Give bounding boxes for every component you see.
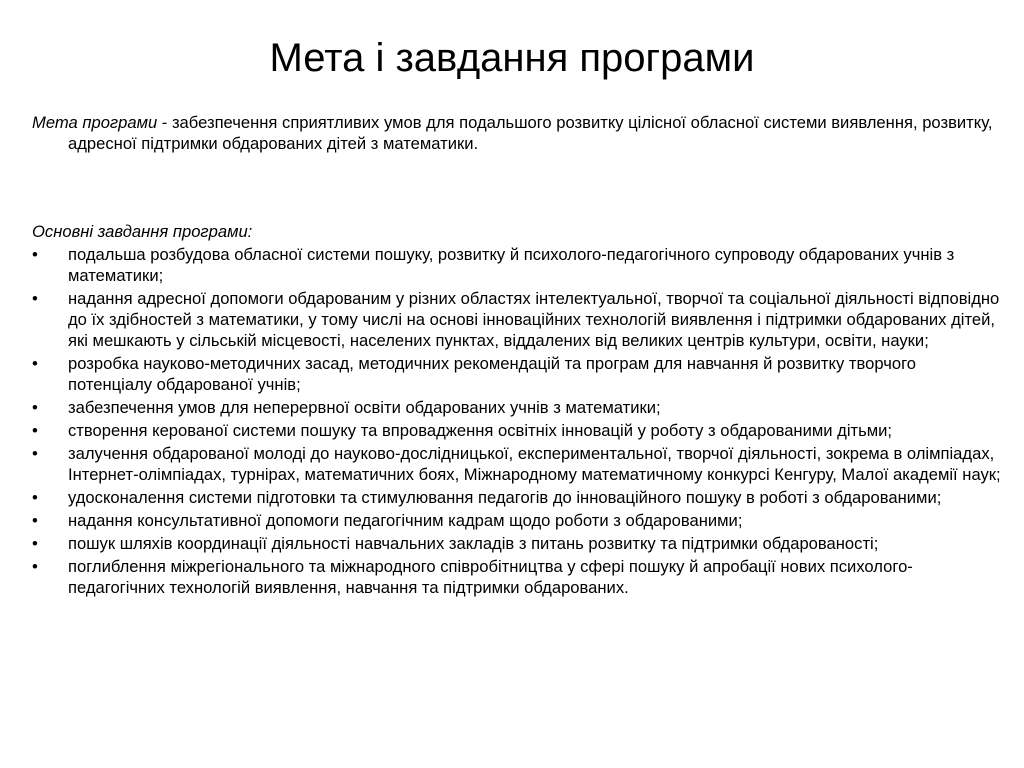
list-item-text: поглиблення міжрегіонального та міжнародного співробітництва у сфері пошуку й апробації нових психолого-педагогічних технологій виявлення, навчання та підтримки обдарованих. — [68, 557, 913, 597]
bullet-icon: • — [32, 557, 38, 576]
bullet-icon: • — [32, 488, 38, 507]
list-item — [32, 443, 1002, 485]
list-item-text: надання консультативної допомоги педагогічним кадрам щодо роботи з обдарованими; — [68, 511, 743, 530]
list-item-text: залучення обдарованої молоді до науково-дослідницької, експериментальної, творчої діяльності, зокрема в олімпіадах, Інтернет-олімпіадах, турнірах, математичних боях, Міжнародному математичному конкурсі Кенгуру, Малої академії наук; — [68, 444, 1001, 484]
list-item-text: надання адресної допомоги обдарованим у різних областях інтелектуальної, творчої та соціальної діяльності відповідно до їх здібностей з математики, у тому числі на основі інноваційних технологій виявлення і підтримки обдарованих дітей, які мешкають у сільській місцевості, населених пунктах, віддалених від великих центрів культури, освіти, науки; — [68, 289, 1000, 350]
list-item — [32, 533, 1002, 554]
list-item-text: удосконалення системи підготовки та стимулювання педагогів до інноваційного пошуку в роботі з обдарованими; — [68, 488, 942, 507]
slide-title: Мета і завдання програми — [269, 36, 755, 80]
list-item — [32, 510, 1002, 531]
bullet-icon: • — [32, 534, 38, 553]
bullet-icon: • — [32, 444, 38, 463]
tasks-heading: Основні завдання програми: — [32, 222, 253, 241]
bullet-icon: • — [32, 354, 38, 373]
list-item — [32, 487, 1002, 508]
bullet-icon: • — [32, 511, 38, 530]
tasks-list — [32, 244, 1002, 598]
list-item — [32, 288, 1002, 351]
list-item-text: забезпечення умов для неперервної освіти обдарованих учнів з математики; — [68, 398, 661, 417]
goal-text: забезпечення сприятливих умов для подальшого розвитку цілісної обласної системи виявлення, розвитку, адресної підтримки обдарованих дітей з математики. — [68, 113, 993, 153]
goal-paragraph — [32, 112, 1002, 154]
goal-separator: - — [157, 113, 172, 132]
list-item — [32, 397, 1002, 418]
bullet-icon: • — [32, 398, 38, 417]
list-item-text: пошук шляхів координації діяльності навчальних закладів з питань розвитку та підтримки обдарованості; — [68, 534, 879, 553]
list-item — [32, 353, 1002, 395]
list-item — [32, 420, 1002, 441]
list-item-text: розробка науково-методичних засад, методичних рекомендацій та програм для навчання й розвитку творчого потенціалу обдарованої учнів; — [68, 354, 916, 394]
list-item-text: створення керованої системи пошуку та впровадження освітніх інновацій у роботу з обдарованими дітьми; — [68, 421, 893, 440]
list-item — [32, 556, 1002, 598]
list-item — [32, 244, 1002, 286]
goal-label: Мета програми — [32, 113, 158, 132]
bullet-icon: • — [32, 421, 38, 440]
bullet-icon: • — [32, 245, 38, 264]
slide-content — [32, 112, 1002, 600]
list-item-text: подальша розбудова обласної системи пошуку, розвитку й психолого-педагогічного супроводу обдарованих учнів з математики; — [68, 245, 955, 285]
bullet-icon: • — [32, 289, 38, 308]
